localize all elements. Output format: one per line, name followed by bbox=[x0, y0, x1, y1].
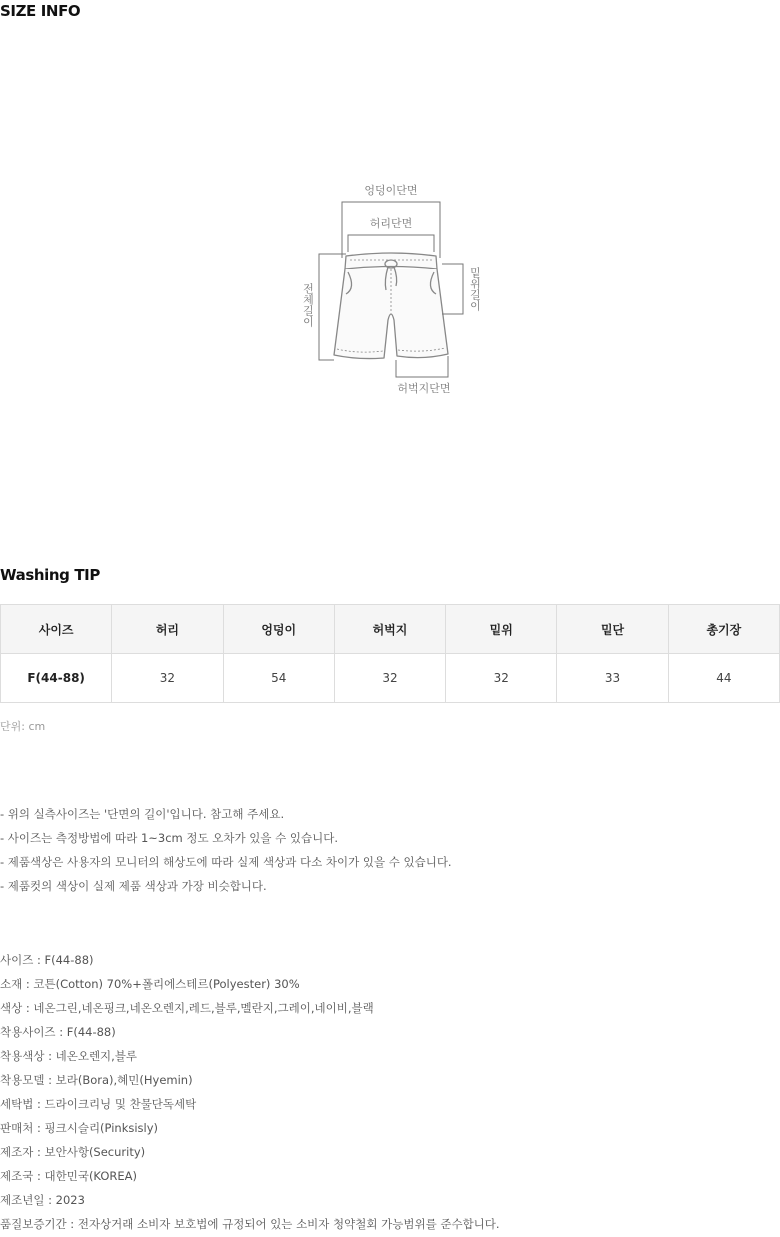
spec-item: 품질보증기간 : 전자상거래 소비자 보호법에 규정되어 있는 소비자 청약철회 가능범위를 준수합니다. bbox=[0, 1217, 500, 1231]
table-header-cell: 밑단 bbox=[557, 605, 668, 654]
table-header-row bbox=[1, 605, 780, 654]
size-notes bbox=[0, 802, 452, 898]
table-cell: F(44-88) bbox=[1, 654, 112, 703]
rise-length-label: 밑위길이 bbox=[468, 267, 482, 311]
table-cell: 54 bbox=[223, 654, 334, 703]
table-cell: 32 bbox=[112, 654, 223, 703]
size-table bbox=[0, 604, 780, 703]
table-header-cell: 총기장 bbox=[668, 605, 779, 654]
spec-item: 색상 : 네온그린,네온핑크,네온오렌지,레드,블루,멜란지,그레이,네이비,블랙 bbox=[0, 1001, 374, 1015]
total-length-label: 전체길이 bbox=[301, 283, 315, 327]
shorts-size-diagram bbox=[298, 180, 488, 400]
table-cell: 44 bbox=[668, 654, 779, 703]
note-item: - 제품컷의 색상이 실제 제품 색상과 가장 비슷합니다. bbox=[0, 879, 267, 893]
waist-width-label: 허리단면 bbox=[369, 217, 413, 230]
spec-item: 소재 : 코튼(Cotton) 70%+폴리에스테르(Polyester) 30% bbox=[0, 977, 300, 991]
unit-note: 단위: cm bbox=[0, 720, 46, 733]
note-item: - 위의 실측사이즈는 '단면의 길이'입니다. 참고해 주세요. bbox=[0, 807, 285, 821]
spec-item: 판매처 : 핑크시슬리(Pinksisly) bbox=[0, 1121, 159, 1135]
table-header-cell: 허리 bbox=[112, 605, 223, 654]
size-info-title: SIZE INFO bbox=[0, 2, 81, 20]
table-cell: 32 bbox=[334, 654, 445, 703]
note-item: - 제품색상은 사용자의 모니터의 해상도에 따라 실제 색상과 다소 차이가 있을 수 있습니다. bbox=[0, 855, 452, 869]
spec-item: 제조국 : 대한민국(KOREA) bbox=[0, 1169, 138, 1183]
note-item: - 사이즈는 측정방법에 따라 1~3cm 정도 오차가 있을 수 있습니다. bbox=[0, 831, 339, 845]
spec-item: 제조자 : 보안사항(Security) bbox=[0, 1145, 146, 1159]
table-cell: 33 bbox=[557, 654, 668, 703]
spec-item: 착용모델 : 보라(Bora),혜민(Hyemin) bbox=[0, 1073, 193, 1087]
table-header-cell: 밑위 bbox=[446, 605, 557, 654]
table-cell: 32 bbox=[446, 654, 557, 703]
washing-tip-title: Washing TIP bbox=[0, 566, 100, 584]
product-specs bbox=[0, 948, 500, 1236]
spec-item: 착용색상 : 네온오렌지,블루 bbox=[0, 1049, 138, 1063]
table-header-cell: 허벅지 bbox=[334, 605, 445, 654]
table-row bbox=[1, 654, 780, 703]
spec-item: 착용사이즈 : F(44-88) bbox=[0, 1025, 116, 1039]
spec-item: 사이즈 : F(44-88) bbox=[0, 953, 94, 967]
shorts-icon bbox=[334, 253, 448, 359]
spec-item: 세탁법 : 드라이크리닝 및 찬물단독세탁 bbox=[0, 1097, 197, 1111]
table-header-cell: 사이즈 bbox=[1, 605, 112, 654]
spec-item: 제조년일 : 2023 bbox=[0, 1193, 85, 1207]
thigh-width-label: 허벅지단면 bbox=[397, 382, 451, 395]
table-header-cell: 엉덩이 bbox=[223, 605, 334, 654]
hip-width-label: 엉덩이단면 bbox=[364, 184, 418, 197]
